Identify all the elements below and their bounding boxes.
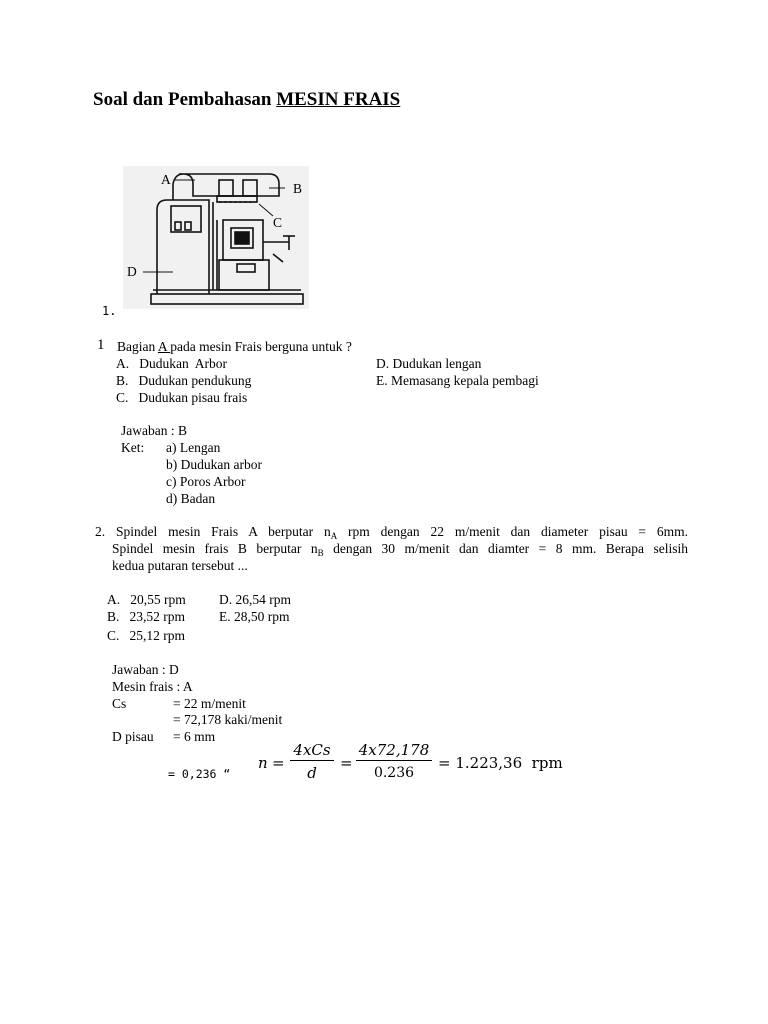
q2-cs-label: Cs [112, 696, 127, 711]
q2-option-c: C. 25,12 rpm [107, 628, 186, 643]
q1-option-b: B. Dudukan pendukung [116, 373, 252, 388]
q2-line2-sub: B [317, 548, 324, 558]
q2-d-inch: = 0,236 “ [168, 767, 231, 781]
q1-option-d: D. Dudukan lengan [376, 356, 482, 371]
q1-ket-item: d) Badan [166, 491, 216, 506]
q2-answer: Jawaban : D [112, 662, 179, 677]
q1-stem-pre: Bagian [117, 339, 158, 354]
q1-option-e: E. Memasang kepala pembagi [376, 373, 539, 388]
q2-line2-b: dengan 30 m/menit dan diamter = 8 mm. Berapa selisih [323, 541, 689, 556]
q2-option-a: A. 20,55 rpm [107, 592, 186, 607]
figure-number: 1. [102, 304, 117, 318]
title-prefix: Soal dan Pembahasan [93, 89, 277, 110]
q1-answer: Jawaban : B [121, 423, 187, 438]
q2-cs-value: = 22 m/menit [173, 696, 246, 711]
fraction-2-denominator: 0.236 [373, 765, 415, 781]
q2-line2-a: Spindel mesin frais B berputar n [112, 541, 318, 556]
formula-lhs: n [258, 754, 268, 772]
fraction-2 [356, 740, 432, 785]
q2-option-d: D. 26,54 rpm [219, 592, 291, 607]
q1-option-a: A. Dudukan Arbor [116, 356, 227, 371]
q2-cs-value-feet: = 72,178 kaki/menit [173, 712, 283, 727]
figure-label-b: B [293, 181, 303, 196]
q1-ket-item: c) Poros Arbor [166, 474, 246, 489]
q2-mesin: Mesin frais : A [112, 679, 193, 694]
fraction-2-numerator [356, 740, 432, 761]
figure-label-a: A [161, 172, 171, 187]
title-underlined: MESIN FRAIS [276, 89, 401, 110]
q2-line1-sub: A [330, 531, 338, 541]
fraction-1-numerator: 4xCs [290, 740, 334, 761]
q2-line1-a: 2. Spindel mesin Frais A berputar n [95, 524, 331, 539]
figure-label-d: D [127, 264, 137, 279]
formula-equals-2: = [340, 754, 353, 772]
q1-ket-item: b) Dudukan arbor [166, 457, 262, 472]
page-title [93, 89, 400, 111]
q1-stem-post: pada mesin Frais berguna untuk ? [170, 339, 352, 354]
q1-stem [117, 338, 352, 355]
formula-result: = 1.223,36 rpm [438, 754, 563, 772]
fraction-1 [290, 740, 334, 785]
milling-machine-drawing [123, 166, 309, 309]
q2-option-b: B. 23,52 rpm [107, 609, 186, 624]
q2-d-value: = 6 mm [173, 729, 216, 744]
figure-label-c: C [273, 215, 283, 230]
milling-machine-figure [123, 166, 309, 309]
rpm-formula [258, 740, 563, 790]
q2-d-label: D pisau [112, 729, 154, 744]
formula-equals-1: = [272, 754, 285, 772]
fraction-2-numerator-text: 4x72,178 [358, 741, 430, 759]
q1-ket-item: a) Lengan [166, 440, 221, 455]
fraction-1-denominator: d [307, 764, 317, 782]
q2-option-e: E. 28,50 rpm [219, 609, 290, 624]
q2-line-3: kedua putaran tersebut ... [112, 558, 248, 573]
q1-number: 1 [97, 337, 105, 353]
q2-line1-b: rpm dengan 22 m/menit dan diameter pisau = 6mm. [337, 524, 689, 539]
q1-ket-label: Ket: [121, 440, 145, 455]
q1-stem-part: A [157, 339, 171, 354]
q1-option-c: C. Dudukan pisau frais [116, 390, 248, 405]
